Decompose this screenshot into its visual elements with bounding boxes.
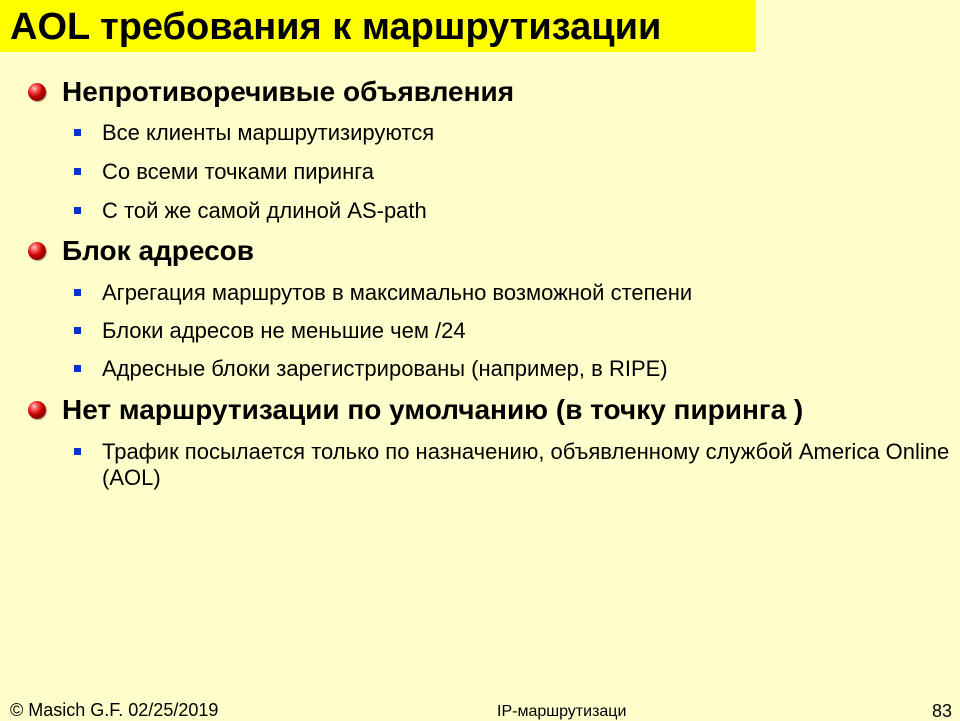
footer-page-number: 83 [931,701,952,721]
blue-square-bullet-icon [74,168,81,175]
red-ball-bullet-icon [28,401,46,419]
list-item-text: Со всеми точками пиринга [102,159,375,184]
footer-copyright: © Masich G.F. 02/25/2019 [10,700,219,720]
blue-square-bullet-icon [74,448,81,455]
blue-square-bullet-icon [74,289,81,296]
list-item [74,280,954,306]
section-heading-consistent-announcements [28,75,514,109]
list-item [74,356,954,382]
list-item [74,439,954,491]
section-heading-no-default-routing [28,393,803,427]
red-ball-bullet-icon [28,242,46,260]
blue-square-bullet-icon [74,327,81,334]
list-item-text: Агрегация маршрутов в максимально возможной степени [102,280,693,305]
section-heading-text: Нет маршрутизации по умолчанию (в точку пиринга ) [62,394,804,425]
list-item-text: Блоки адресов не меньшие чем /24 [102,318,466,343]
list-item [74,198,954,224]
blue-square-bullet-icon [74,129,81,136]
section-heading-address-block [28,234,254,268]
list-item [74,120,954,146]
list-item [74,159,954,185]
section-heading-text: Непротиворечивые объявления [62,76,515,107]
list-item-text: Трафик посылается только по назначению, объявленному службой America Online (AOL) [102,439,950,490]
list-item-text: Адресные блоки зарегистрированы (например, в RIPE) [102,356,668,381]
list-item [74,318,954,344]
blue-square-bullet-icon [74,207,81,214]
list-item-text: С той же самой длиной AS-path [102,198,427,223]
footer-course-title: IP-маршрутизаци [497,703,627,720]
slide-title: AOL требования к маршрутизации [10,6,662,48]
red-ball-bullet-icon [28,83,46,101]
list-item-text: Все клиенты маршрутизируются [102,120,435,145]
blue-square-bullet-icon [74,365,81,372]
section-heading-text: Блок адресов [62,235,254,266]
